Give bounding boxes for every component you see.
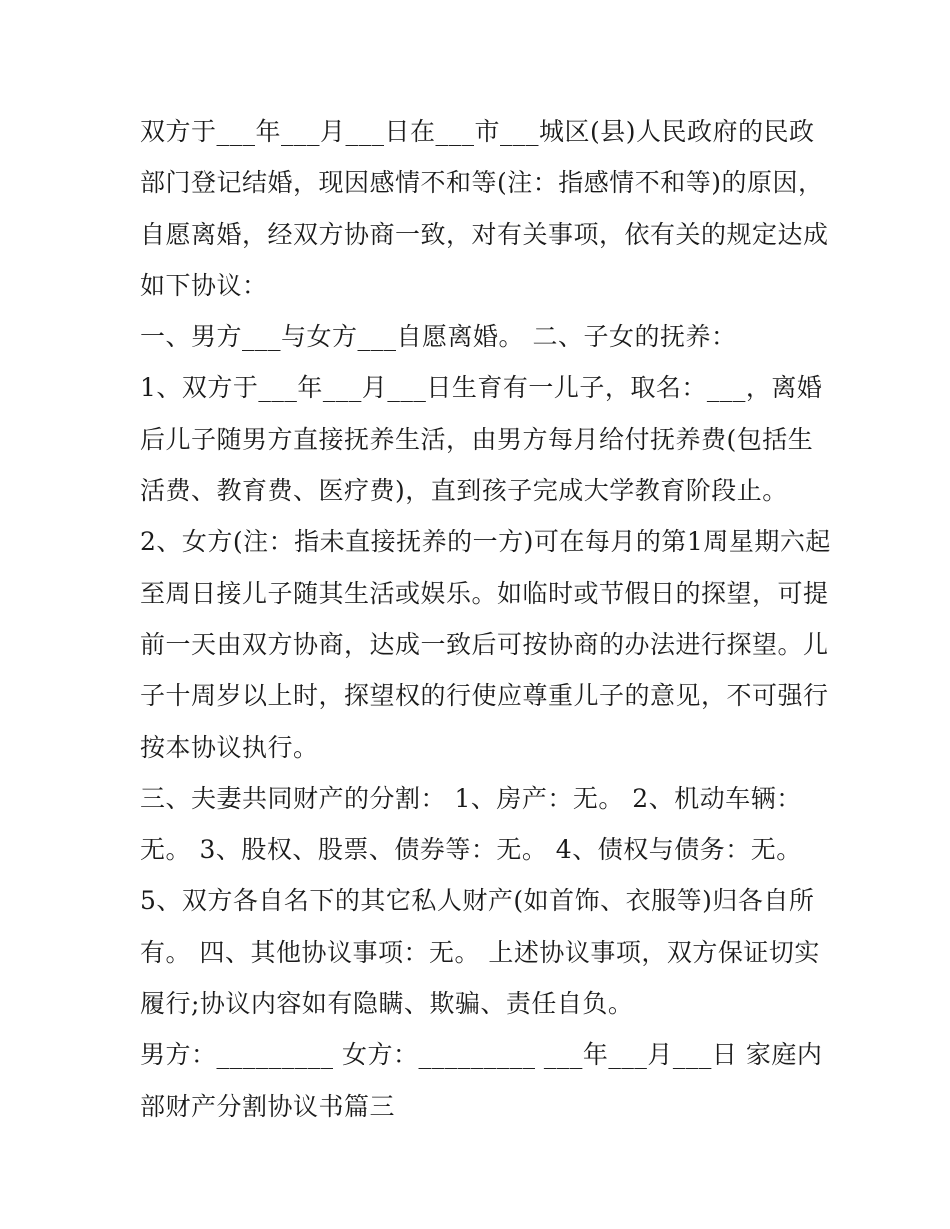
text-line: 2、女方(注：指未直接抚养的一方)可在每月的第1周星期六起 bbox=[140, 527, 831, 557]
text-line: 5、双方各自名下的其它私人财产(如首饰、衣服等)归各自所 bbox=[140, 886, 815, 916]
text-line: 至周日接儿子随其生活或娱乐。如临时或节假日的探望，可提 bbox=[140, 578, 829, 608]
text-line: 活费、教育费、医疗费)，直到孩子完成大学教育阶段止。 bbox=[140, 476, 788, 506]
text-line: 自愿离婚，经双方协商一致，对有关事项，依有关的规定达成 bbox=[140, 219, 829, 249]
text-line: 无。 3、股权、股票、债券等：无。 4、债权与债务：无。 bbox=[140, 835, 802, 865]
text-line: 如下协议： bbox=[140, 270, 268, 300]
text-line: 部门登记结婚，现因感情不和等(注：指感情不和等)的原因， bbox=[140, 168, 824, 198]
section-title: 部财产分割协议书篇三 bbox=[140, 1091, 396, 1121]
text-line: 双方于___年___月___日在___市___城区(县)人民政府的民政 bbox=[140, 117, 815, 146]
text-line: 前一天由双方协商，达成一致后可按协商的办法进行探望。儿 bbox=[140, 629, 829, 659]
text-line: 三、夫妻共同财产的分割： 1、房产：无。 2、机动车辆： bbox=[140, 783, 802, 813]
text-line: 按本协议执行。 bbox=[140, 732, 319, 762]
signature-line: 男方：_________ 女方：_________ ___年___月___日 家庭内 bbox=[140, 1040, 823, 1070]
text-line: 子十周岁以上时，探望权的行使应尊重儿子的意见，不可强行 bbox=[140, 681, 829, 711]
text-line: 有。 四、其他协议事项：无。 上述协议事项，双方保证切实 bbox=[140, 937, 820, 967]
text-line: 履行;协议内容如有隐瞒、欺骗、责任自负。 bbox=[140, 989, 634, 1019]
text-line: 1、双方于___年___月___日生育有一儿子，取名：___，离婚 bbox=[140, 373, 823, 403]
document-body bbox=[140, 106, 830, 1132]
text-line: 后儿子随男方直接抚养生活，由男方每月给付抚养费(包括生 bbox=[140, 424, 814, 454]
text-line: 一、男方___与女方___自愿离婚。 二、子女的抚养： bbox=[140, 322, 737, 352]
